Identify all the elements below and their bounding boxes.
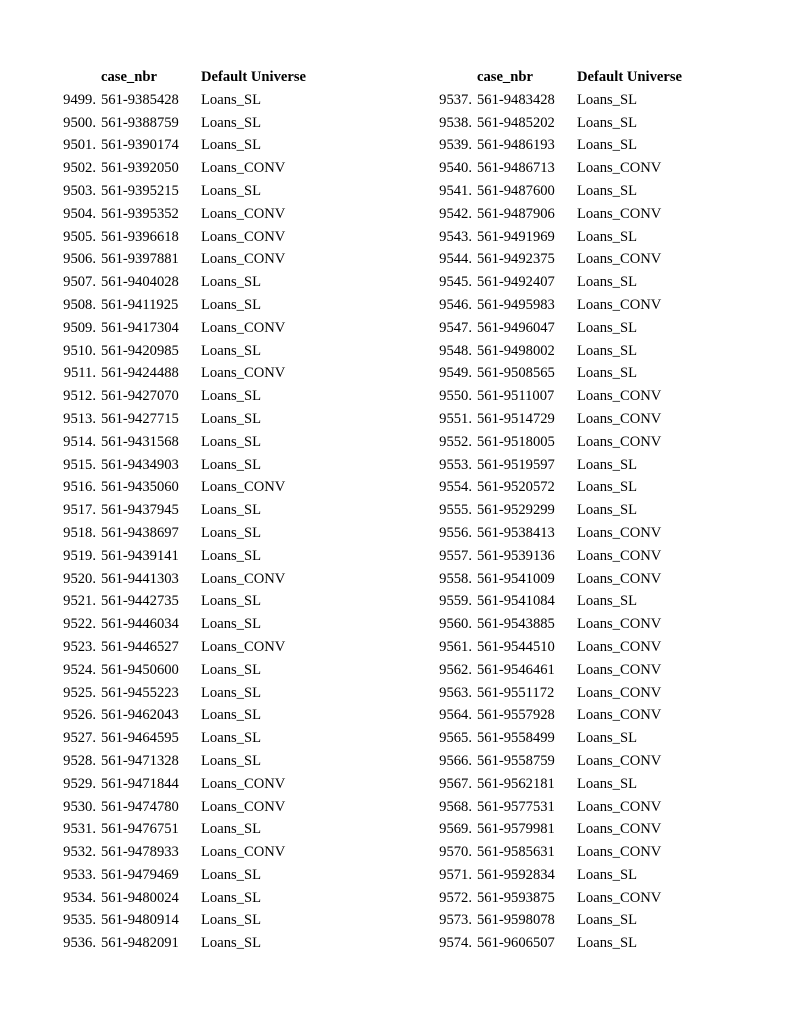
universe-cell: Loans_CONV	[201, 798, 286, 815]
row-number: 9508.	[63, 296, 96, 313]
universe-cell: Loans_SL	[577, 91, 637, 108]
case-nbr-cell: 561-9486193	[477, 137, 555, 154]
universe-cell: Loans_CONV	[577, 410, 662, 427]
universe-cell: Loans_CONV	[577, 570, 662, 587]
case-nbr-cell: 561-9487906	[477, 205, 555, 222]
case-nbr-cell: 561-9446527	[101, 638, 179, 655]
case-nbr-cell: 561-9390174	[101, 137, 179, 154]
universe-cell: Loans_SL	[201, 137, 261, 154]
universe-cell: Loans_SL	[201, 684, 261, 701]
case-nbr-cell: 561-9417304	[101, 319, 179, 336]
case-nbr-cell: 561-9450600	[101, 661, 179, 678]
universe-cell: Loans_SL	[577, 866, 637, 883]
row-number: 9500.	[63, 114, 96, 131]
case-nbr-cell: 561-9478933	[101, 844, 179, 861]
universe-cell: Loans_SL	[201, 410, 261, 427]
row-number: 9507.	[63, 274, 96, 291]
case-nbr-cell: 561-9388759	[101, 114, 179, 131]
case-nbr-cell: 561-9593875	[477, 889, 555, 906]
universe-cell: Loans_CONV	[577, 798, 662, 815]
universe-cell: Loans_SL	[201, 889, 261, 906]
universe-cell: Loans_CONV	[577, 547, 662, 564]
universe-cell: Loans_SL	[577, 479, 637, 496]
case-nbr-cell: 561-9446034	[101, 616, 179, 633]
case-nbr-cell: 561-9592834	[477, 866, 555, 883]
row-number: 9549.	[439, 365, 472, 382]
case-nbr-cell: 561-9498002	[477, 342, 555, 359]
universe-cell: Loans_CONV	[201, 775, 286, 792]
universe-cell: Loans_SL	[201, 524, 261, 541]
universe-header: Default Universe	[577, 69, 682, 85]
universe-cell: Loans_CONV	[577, 433, 662, 450]
universe-cell: Loans_SL	[201, 182, 261, 199]
case-nbr-cell: 561-9424488	[101, 365, 179, 382]
case-nbr-cell: 561-9541084	[477, 593, 555, 610]
row-number: 9551.	[439, 410, 472, 427]
row-number: 9516.	[63, 479, 96, 496]
case-nbr-cell: 561-9487600	[477, 182, 555, 199]
universe-cell: Loans_SL	[201, 912, 261, 929]
row-number: 9525.	[63, 684, 96, 701]
row-number: 9518.	[63, 524, 96, 541]
universe-cell: Loans_CONV	[577, 388, 662, 405]
row-number: 9570.	[439, 844, 472, 861]
case-nbr-cell: 561-9558759	[477, 752, 555, 769]
row-number: 9559.	[439, 593, 472, 610]
universe-cell: Loans_CONV	[577, 707, 662, 724]
universe-cell: Loans_CONV	[577, 296, 662, 313]
case-nbr-cell: 561-9435060	[101, 479, 179, 496]
case-nbr-cell: 561-9397881	[101, 251, 179, 268]
row-number: 9527.	[63, 730, 96, 747]
universe-cell: Loans_CONV	[201, 479, 286, 496]
case-nbr-cell: 561-9441303	[101, 570, 179, 587]
row-number: 9550.	[439, 388, 472, 405]
universe-cell: Loans_CONV	[201, 638, 286, 655]
universe-cell: Loans_CONV	[577, 638, 662, 655]
row-number: 9555.	[439, 502, 472, 519]
case-nbr-cell: 561-9420985	[101, 342, 179, 359]
row-number: 9502.	[63, 160, 96, 177]
case-nbr-cell: 561-9511007	[477, 388, 555, 405]
universe-cell: Loans_CONV	[201, 205, 286, 222]
universe-cell: Loans_CONV	[577, 205, 662, 222]
case-nbr-cell: 561-9439141	[101, 547, 179, 564]
universe-cell: Loans_SL	[577, 456, 637, 473]
case-nbr-cell: 561-9442735	[101, 593, 179, 610]
row-number: 9536.	[63, 935, 96, 952]
case-nbr-cell: 561-9579981	[477, 821, 555, 838]
row-number: 9546.	[439, 296, 472, 313]
row-number: 9562.	[439, 661, 472, 678]
row-number: 9514.	[63, 433, 96, 450]
case-nbr-cell: 561-9543885	[477, 616, 555, 633]
row-number: 9547.	[439, 319, 472, 336]
universe-cell: Loans_SL	[201, 730, 261, 747]
case-nbr-cell: 561-9551172	[477, 684, 555, 701]
case-nbr-cell: 561-9427715	[101, 410, 179, 427]
universe-cell: Loans_SL	[201, 274, 261, 291]
case-nbr-cell: 561-9437945	[101, 502, 179, 519]
row-number: 9540.	[439, 160, 472, 177]
universe-cell: Loans_CONV	[577, 684, 662, 701]
universe-cell: Loans_SL	[577, 593, 637, 610]
row-number: 9552.	[439, 433, 472, 450]
universe-cell: Loans_SL	[577, 342, 637, 359]
case-nbr-cell: 561-9411925	[101, 296, 179, 313]
row-number: 9506.	[63, 251, 96, 268]
universe-cell: Loans_CONV	[577, 752, 662, 769]
universe-cell: Loans_CONV	[201, 570, 286, 587]
case-nbr-cell: 561-9462043	[101, 707, 179, 724]
row-number: 9499.	[63, 91, 96, 108]
row-number: 9561.	[439, 638, 472, 655]
case-nbr-cell: 561-9508565	[477, 365, 555, 382]
row-number: 9519.	[63, 547, 96, 564]
case-nbr-cell: 561-9519597	[477, 456, 555, 473]
row-number: 9513.	[63, 410, 96, 427]
row-number: 9571.	[439, 866, 472, 883]
row-number: 9553.	[439, 456, 472, 473]
universe-cell: Loans_CONV	[201, 844, 286, 861]
universe-cell: Loans_SL	[577, 274, 637, 291]
row-number: 9548.	[439, 342, 472, 359]
row-number: 9567.	[439, 775, 472, 792]
row-number: 9526.	[63, 707, 96, 724]
row-number: 9533.	[63, 866, 96, 883]
case-nbr-cell: 561-9496047	[477, 319, 555, 336]
universe-cell: Loans_SL	[577, 912, 637, 929]
row-number: 9532.	[63, 844, 96, 861]
row-number: 9572.	[439, 889, 472, 906]
row-number: 9568.	[439, 798, 472, 815]
universe-cell: Loans_SL	[201, 616, 261, 633]
universe-cell: Loans_CONV	[577, 844, 662, 861]
universe-cell: Loans_SL	[201, 821, 261, 838]
row-number: 9544.	[439, 251, 472, 268]
case-nbr-cell: 561-9546461	[477, 661, 555, 678]
universe-cell: Loans_SL	[201, 707, 261, 724]
row-number: 9569.	[439, 821, 472, 838]
row-number: 9537.	[439, 91, 472, 108]
universe-cell: Loans_SL	[577, 228, 637, 245]
universe-cell: Loans_CONV	[201, 319, 286, 336]
case-nbr-cell: 561-9544510	[477, 638, 555, 655]
row-number: 9504.	[63, 205, 96, 222]
universe-cell: Loans_CONV	[577, 821, 662, 838]
case-nbr-cell: 561-9538413	[477, 524, 555, 541]
row-number: 9566.	[439, 752, 472, 769]
row-number: 9573.	[439, 912, 472, 929]
case-nbr-header: case_nbr	[477, 69, 533, 85]
case-nbr-cell: 561-9562181	[477, 775, 555, 792]
row-number: 9515.	[63, 456, 96, 473]
universe-cell: Loans_CONV	[577, 889, 662, 906]
universe-cell: Loans_SL	[577, 502, 637, 519]
universe-cell: Loans_SL	[201, 661, 261, 678]
row-number: 9509.	[63, 319, 96, 336]
universe-cell: Loans_CONV	[577, 661, 662, 678]
case-nbr-cell: 561-9491969	[477, 228, 555, 245]
universe-cell: Loans_SL	[201, 752, 261, 769]
universe-cell: Loans_CONV	[577, 160, 662, 177]
universe-cell: Loans_CONV	[201, 228, 286, 245]
universe-cell: Loans_SL	[577, 730, 637, 747]
case-nbr-cell: 561-9471328	[101, 752, 179, 769]
case-nbr-cell: 561-9577531	[477, 798, 555, 815]
row-number: 9543.	[439, 228, 472, 245]
case-nbr-cell: 561-9585631	[477, 844, 555, 861]
row-number: 9524.	[63, 661, 96, 678]
case-nbr-cell: 561-9486713	[477, 160, 555, 177]
universe-cell: Loans_SL	[201, 547, 261, 564]
case-nbr-cell: 561-9385428	[101, 91, 179, 108]
case-nbr-cell: 561-9474780	[101, 798, 179, 815]
case-nbr-cell: 561-9427070	[101, 388, 179, 405]
case-nbr-cell: 561-9539136	[477, 547, 555, 564]
row-number: 9501.	[63, 137, 96, 154]
row-number: 9512.	[63, 388, 96, 405]
universe-cell: Loans_CONV	[577, 616, 662, 633]
row-number: 9503.	[63, 182, 96, 199]
universe-cell: Loans_CONV	[201, 160, 286, 177]
case-nbr-cell: 561-9520572	[477, 479, 555, 496]
universe-cell: Loans_SL	[201, 296, 261, 313]
case-nbr-cell: 561-9395352	[101, 205, 179, 222]
universe-cell: Loans_SL	[201, 433, 261, 450]
case-nbr-cell: 561-9431568	[101, 433, 179, 450]
case-nbr-header: case_nbr	[101, 69, 157, 85]
universe-cell: Loans_SL	[577, 319, 637, 336]
row-number: 9522.	[63, 616, 96, 633]
row-number: 9560.	[439, 616, 472, 633]
case-nbr-cell: 561-9480914	[101, 912, 179, 929]
row-number: 9521.	[63, 593, 96, 610]
case-nbr-cell: 561-9464595	[101, 730, 179, 747]
case-nbr-cell: 561-9404028	[101, 274, 179, 291]
universe-cell: Loans_SL	[201, 935, 261, 952]
case-nbr-cell: 561-9495983	[477, 296, 555, 313]
case-nbr-cell: 561-9455223	[101, 684, 179, 701]
row-number: 9564.	[439, 707, 472, 724]
universe-cell: Loans_CONV	[201, 251, 286, 268]
universe-cell: Loans_CONV	[577, 251, 662, 268]
row-number: 9511.	[63, 365, 96, 382]
row-number: 9531.	[63, 821, 96, 838]
case-nbr-cell: 561-9492375	[477, 251, 555, 268]
row-number: 9523.	[63, 638, 96, 655]
case-nbr-cell: 561-9434903	[101, 456, 179, 473]
universe-cell: Loans_SL	[201, 502, 261, 519]
row-number: 9529.	[63, 775, 96, 792]
row-number: 9517.	[63, 502, 96, 519]
universe-cell: Loans_SL	[201, 114, 261, 131]
row-number: 9556.	[439, 524, 472, 541]
case-nbr-cell: 561-9480024	[101, 889, 179, 906]
row-number: 9534.	[63, 889, 96, 906]
universe-cell: Loans_CONV	[201, 365, 286, 382]
case-nbr-cell: 561-9438697	[101, 524, 179, 541]
row-number: 9535.	[63, 912, 96, 929]
universe-cell: Loans_SL	[577, 775, 637, 792]
row-number: 9539.	[439, 137, 472, 154]
case-nbr-cell: 561-9558499	[477, 730, 555, 747]
row-number: 9510.	[63, 342, 96, 359]
case-nbr-cell: 561-9482091	[101, 935, 179, 952]
case-nbr-cell: 561-9529299	[477, 502, 555, 519]
universe-cell: Loans_SL	[201, 91, 261, 108]
case-nbr-cell: 561-9395215	[101, 182, 179, 199]
row-number: 9558.	[439, 570, 472, 587]
row-number: 9574.	[439, 935, 472, 952]
row-number: 9554.	[439, 479, 472, 496]
case-nbr-cell: 561-9541009	[477, 570, 555, 587]
case-nbr-cell: 561-9476751	[101, 821, 179, 838]
case-nbr-cell: 561-9392050	[101, 160, 179, 177]
case-nbr-cell: 561-9396618	[101, 228, 179, 245]
case-nbr-cell: 561-9557928	[477, 707, 555, 724]
case-nbr-cell: 561-9471844	[101, 775, 179, 792]
row-number: 9565.	[439, 730, 472, 747]
row-number: 9528.	[63, 752, 96, 769]
row-number: 9542.	[439, 205, 472, 222]
universe-header: Default Universe	[201, 69, 306, 85]
universe-cell: Loans_SL	[201, 388, 261, 405]
universe-cell: Loans_SL	[577, 114, 637, 131]
universe-cell: Loans_CONV	[577, 524, 662, 541]
row-number: 9505.	[63, 228, 96, 245]
universe-cell: Loans_SL	[577, 365, 637, 382]
universe-cell: Loans_SL	[201, 342, 261, 359]
universe-cell: Loans_SL	[201, 456, 261, 473]
case-nbr-cell: 561-9483428	[477, 91, 555, 108]
row-number: 9520.	[63, 570, 96, 587]
case-nbr-cell: 561-9479469	[101, 866, 179, 883]
row-number: 9545.	[439, 274, 472, 291]
case-nbr-cell: 561-9518005	[477, 433, 555, 450]
case-nbr-cell: 561-9485202	[477, 114, 555, 131]
row-number: 9530.	[63, 798, 96, 815]
row-number: 9557.	[439, 547, 472, 564]
universe-cell: Loans_SL	[577, 182, 637, 199]
universe-cell: Loans_SL	[201, 593, 261, 610]
case-nbr-cell: 561-9598078	[477, 912, 555, 929]
case-nbr-cell: 561-9492407	[477, 274, 555, 291]
case-nbr-cell: 561-9606507	[477, 935, 555, 952]
row-number: 9563.	[439, 684, 472, 701]
row-number: 9538.	[439, 114, 472, 131]
universe-cell: Loans_SL	[577, 935, 637, 952]
universe-cell: Loans_SL	[577, 137, 637, 154]
case-nbr-cell: 561-9514729	[477, 410, 555, 427]
universe-cell: Loans_SL	[201, 866, 261, 883]
row-number: 9541.	[439, 182, 472, 199]
